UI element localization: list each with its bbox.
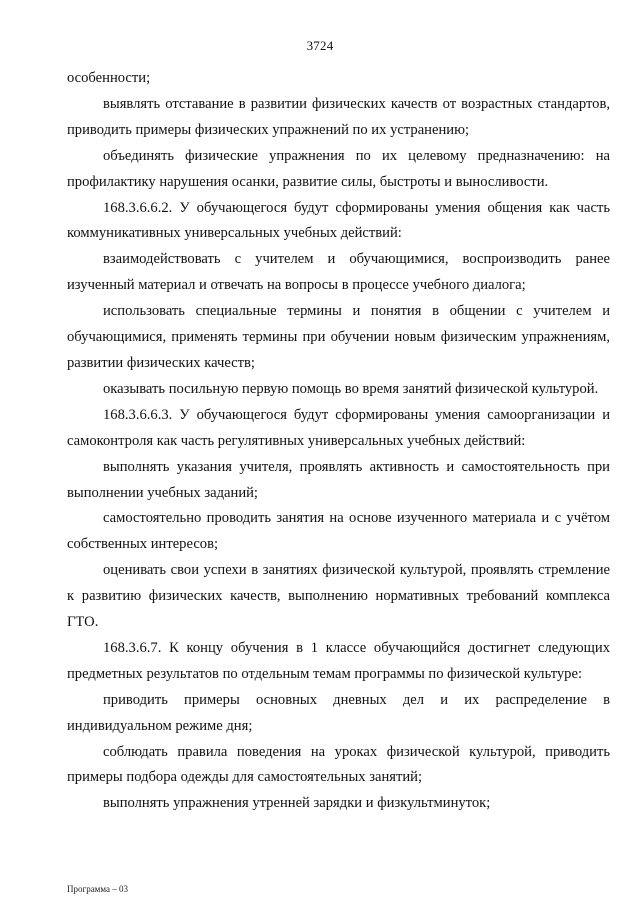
paragraph: 168.3.6.6.3. У обучающегося будут сформированы умения самоорганизации и самоконтроля как часть регулятивных универсальных учебных действий: — [67, 406, 610, 449]
paragraph: оказывать посильную первую помощь во время занятий физической культурой. — [103, 380, 599, 397]
paragraph: выявлять отставание в развитии физических качеств от возрастных стандартов, приводить примеры физических упражнений по их устранению; — [67, 95, 610, 138]
paragraph: соблюдать правила поведения на уроках физической культурой, приводить примеры подбора одежды для самостоятельных занятий; — [67, 743, 610, 786]
page-number: 3724 — [306, 38, 334, 53]
paragraph: взаимодействовать с учителем и обучающимися, воспроизводить ранее изученный материал и отвечать на вопросы в процессе учебного диалога; — [67, 251, 610, 294]
paragraph: 168.3.6.7. К концу обучения в 1 классе обучающийся достигнет следующих предметных результатов по отдельным темам программы по физической культуре: — [67, 639, 610, 682]
paragraph: самостоятельно проводить занятия на основе изученного материала и с учётом собственных интересов; — [67, 510, 610, 553]
paragraph: объединять физические упражнения по их целевому предназначению: на профилактику нарушения осанки, развитие силы, быстроты и выносливости. — [67, 147, 610, 190]
paragraph: особенности; — [67, 70, 151, 86]
paragraph: оценивать свои успехи в занятиях физической культурой, проявлять стремление к развитию физических качеств, выполнению нормативных требований комплекса ГТО. — [67, 562, 610, 631]
footer-label: Программа – 03 — [67, 884, 129, 894]
paragraph: 168.3.6.6.2. У обучающегося будут сформированы умения общения как часть коммуникативных универсальных учебных действий: — [67, 199, 610, 242]
paragraph: выполнять упражнения утренней зарядки и физкультминуток; — [103, 795, 491, 812]
body-text — [67, 66, 610, 817]
paragraph: приводить примеры основных дневных дел и их распределение в индивидуальном режиме дня; — [67, 691, 610, 734]
paragraph: использовать специальные термины и понятия в общении с учителем и обучающимися, применять термины при обучении новым физическим упражнениям, развитии физических качеств; — [67, 303, 610, 371]
paragraph: выполнять указания учителя, проявлять активность и самостоятельность при выполнении учебных заданий; — [67, 458, 610, 501]
